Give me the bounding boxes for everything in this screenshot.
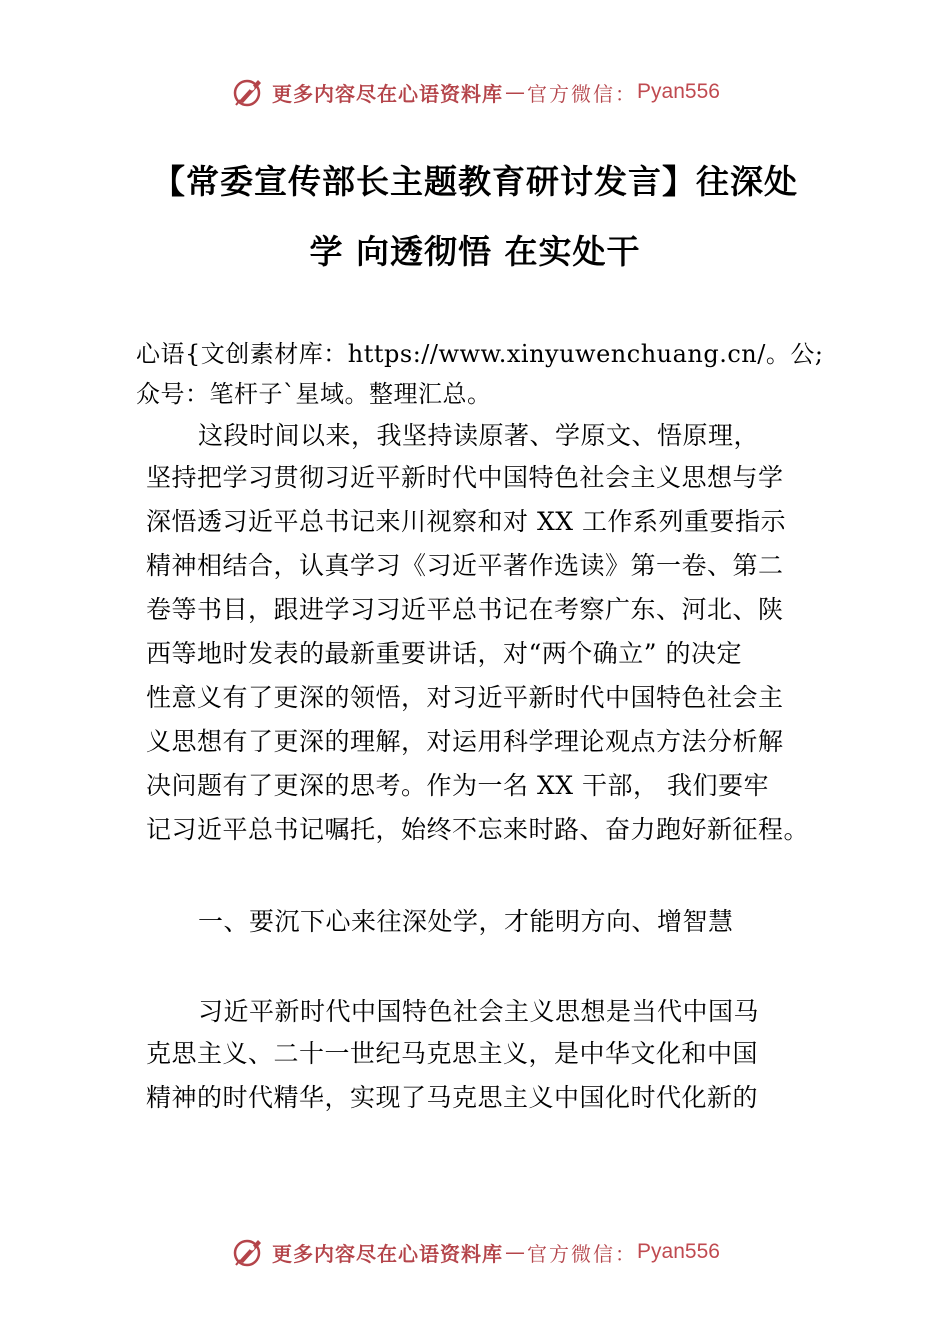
- banner-text: 更多内容尽在心语资料库: [272, 81, 504, 106]
- section-heading-1: 一、要沉下心来往深处学，才能明方向、增智慧: [198, 907, 734, 936]
- paragraph-line: 义思想有了更深的理解，对运用科学理论观点方法分析解: [146, 727, 784, 756]
- banner-wechat-label: 官方微信：: [527, 1241, 638, 1266]
- source-note-line-1: 心语{文创素材库：https://www.xinyuwenchuang.cn/。公;: [136, 340, 824, 368]
- paragraph-line: 克思主义、二十一世纪马克思主义，是中华文化和中国: [146, 1039, 759, 1068]
- banner-dash: —: [505, 1240, 526, 1264]
- paragraph-line: 深悟透习近平总书记来川视察和对 XX 工作系列重要指示: [146, 507, 786, 536]
- banner-wechat-id: Pyan556: [637, 80, 720, 103]
- quill-logo-icon: [230, 1234, 266, 1270]
- paragraph-line: 决问题有了更深的思考。作为一名 XX 干部， 我们要牢: [146, 771, 769, 800]
- source-note-line-2: 众号：笔杆子`星域。整理汇总。: [136, 380, 492, 408]
- paragraph-line: 西等地时发表的最新重要讲话，对“两个确立” 的决定: [146, 639, 743, 668]
- document-title-line-2: 学 向透彻悟 在实处干: [309, 232, 641, 271]
- document-title-line-1: 【常委宣传部长主题教育研讨发言】往深处: [152, 162, 798, 201]
- banner-wechat-id: Pyan556: [637, 1240, 720, 1263]
- banner-wechat-label: 官方微信：: [527, 81, 638, 106]
- header-banner: [0, 72, 950, 112]
- paragraph-line: 卷等书目，跟进学习习近平总书记在考察广东、河北、陕: [146, 595, 784, 624]
- paragraph-line: 这段时间以来，我坚持读原著、学原文、悟原理，: [198, 421, 760, 450]
- paragraph-line: 精神的时代精华，实现了马克思主义中国化时代化新的: [146, 1083, 759, 1112]
- paragraph-line: 记习近平总书记嘱托，始终不忘来时路、奋力跑好新征程。: [146, 815, 810, 844]
- banner-dash: —: [505, 80, 526, 104]
- paragraph-line: 坚持把学习贯彻习近平新时代中国特色社会主义思想与学: [146, 463, 784, 492]
- quill-logo-icon: [230, 74, 266, 110]
- banner-text: 更多内容尽在心语资料库: [272, 1241, 504, 1266]
- paragraph-line: 精神相结合，认真学习《习近平著作选读》第一卷、第二: [146, 551, 784, 580]
- footer-banner: [0, 1232, 950, 1272]
- paragraph-line: 习近平新时代中国特色社会主义思想是当代中国马: [198, 997, 760, 1026]
- paragraph-line: 性意义有了更深的领悟，对习近平新时代中国特色社会主: [146, 683, 784, 712]
